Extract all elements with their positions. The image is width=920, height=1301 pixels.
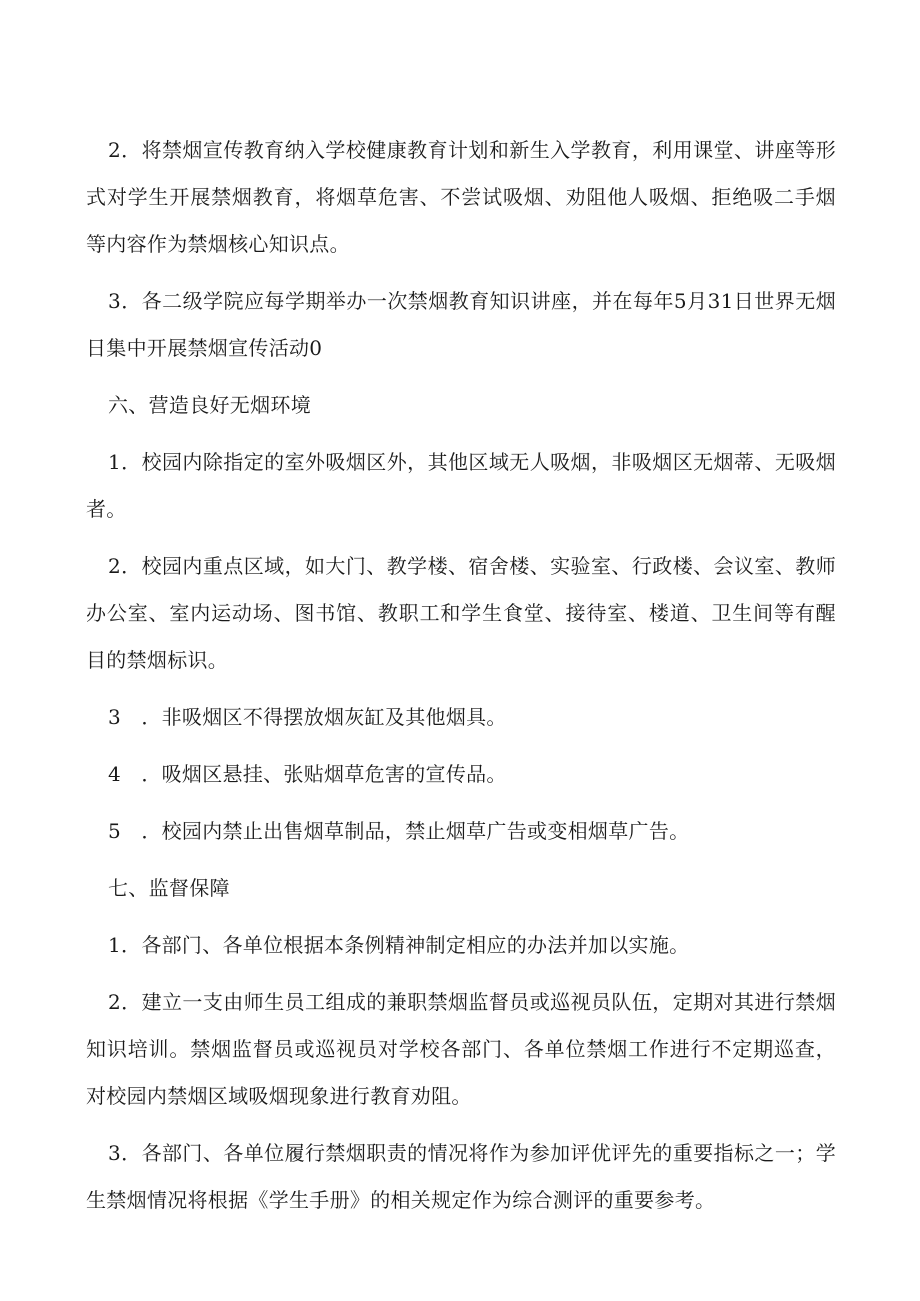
paragraph-item-2-inspectors: 2．建立一支由师生员工组成的兼职禁烟监督员或巡视员队伍，定期对其进行禁烟知识培训。禁烟监督员或巡视员对学校各部门、各单位禁烟工作进行不定期巡查，对校园内禁烟区域吸烟现象进行教育劝阻。 — [86, 990, 836, 1108]
paragraph-item-5-sales-ban: 5 ．校园内禁止出售烟草制品，禁止烟草广告或变相烟草广告。 — [108, 819, 690, 843]
paragraph-item-2-education: 2．将禁烟宣传教育纳入学校健康教育计划和新生入学教育，利用课堂、讲座等形式对学生开展禁烟教育，将烟草危害、不尝试吸烟、劝阻他人吸烟、拒绝吸二手烟等内容作为禁烟核心知识点。 — [86, 138, 836, 256]
paragraph-item-4-posters: 4 ．吸烟区悬挂、张贴烟草危害的宣传品。 — [108, 762, 507, 786]
section-heading-supervision: 七、监督保障 — [108, 876, 230, 900]
paragraph-item-3-ashtrays: 3 ．非吸烟区不得摆放烟灰缸及其他烟具。 — [108, 705, 507, 729]
paragraph-item-2-signage: 2．校园内重点区域，如大门、教学楼、宿舍楼、实验室、行政楼、会议室、教师办公室、室内运动场、图书馆、教职工和学生食堂、接待室、楼道、卫生间等有醒目的禁烟标识。 — [86, 554, 836, 672]
paragraph-item-3-evaluation: 3．各部门、各单位履行禁烟职责的情况将作为参加评优评先的重要指标之一；学生禁烟情况将根据《学生手册》的相关规定作为综合测评的重要参考。 — [86, 1141, 836, 1212]
paragraph-item-1-smoking-areas: 1．校园内除指定的室外吸烟区外，其他区域无人吸烟，非吸烟区无烟蒂、无吸烟者。 — [86, 450, 836, 521]
paragraph-item-1-implementation: 1．各部门、各单位根据本条例精神制定相应的办法并加以实施。 — [108, 933, 690, 957]
section-heading-environment: 六、营造良好无烟环境 — [108, 393, 311, 417]
document-body — [86, 127, 836, 1224]
paragraph-item-3-lectures: 3．各二级学院应每学期举办一次禁烟教育知识讲座，并在每年5月31日世界无烟日集中开展禁烟宣传活动0 — [86, 289, 836, 360]
